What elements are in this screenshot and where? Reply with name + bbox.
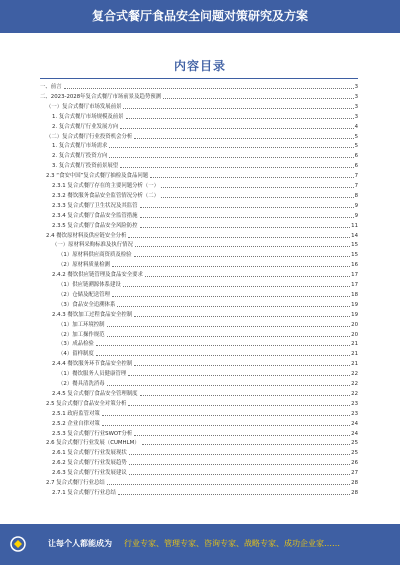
toc-entry-title: 二、2023-2028年复合式餐厅市场前景及趋势预测 bbox=[40, 93, 162, 100]
toc-leader-dots bbox=[128, 404, 350, 406]
toc-leader-dots bbox=[107, 325, 351, 327]
toc-leader-dots bbox=[134, 434, 350, 436]
toc-leader-dots bbox=[129, 463, 350, 465]
toc-entry-page: 6 bbox=[354, 153, 358, 160]
toc-entry[interactable] bbox=[52, 113, 358, 121]
toc-entry[interactable] bbox=[58, 350, 358, 358]
toc-entry-title: 一、前言 bbox=[40, 84, 62, 90]
toc-entry[interactable] bbox=[46, 172, 358, 180]
toc-leader-dots bbox=[150, 176, 353, 178]
footer-roles: 行业专家、管理专家、咨询专家、战略专家、成功企业家…… bbox=[124, 539, 340, 548]
toc-entry-page: 25 bbox=[351, 450, 358, 457]
toc-entry[interactable] bbox=[52, 420, 358, 428]
toc-entry[interactable] bbox=[52, 390, 358, 398]
toc-entry-page: 24 bbox=[351, 420, 358, 427]
toc-entry-page: 18 bbox=[351, 291, 358, 298]
toc-entry-page: 23 bbox=[351, 400, 358, 407]
toc-leader-dots bbox=[134, 364, 350, 366]
toc-entry-title: 2.4 餐饮原材料及供应链安全分析 bbox=[46, 232, 127, 239]
toc-entry[interactable] bbox=[58, 251, 358, 259]
toc-leader-dots bbox=[129, 453, 350, 455]
toc-entry-title: 1. 复合式餐厅市场需求 bbox=[52, 143, 108, 150]
toc-leader-dots bbox=[109, 146, 353, 148]
toc-entry-page: 22 bbox=[351, 371, 358, 378]
toc-entry-page: 26 bbox=[351, 460, 358, 467]
toc-leader-dots bbox=[134, 315, 350, 317]
toc-leader-dots bbox=[128, 236, 350, 238]
toc-entry[interactable] bbox=[58, 301, 358, 309]
toc-leader-dots bbox=[96, 344, 350, 346]
toc-entry-page: 25 bbox=[351, 440, 358, 447]
toc-entry-title: （二）复合式餐厅行业投资机会分析 bbox=[46, 133, 133, 140]
toc-leader-dots bbox=[64, 87, 354, 89]
toc-entry-page: 9 bbox=[354, 212, 358, 219]
toc-entry[interactable] bbox=[46, 439, 358, 447]
toc-entry-title: 2.3 “食安中国”复合式餐厅抽检及食品问题 bbox=[46, 173, 149, 180]
toc-leader-dots bbox=[163, 97, 354, 99]
toc-entry-page: 21 bbox=[351, 361, 358, 368]
toc-divider bbox=[40, 78, 358, 79]
toc-entry-page: 23 bbox=[351, 410, 358, 417]
toc-entry[interactable] bbox=[52, 192, 358, 200]
toc-entry-page: 21 bbox=[351, 341, 358, 348]
toc-entry-page: 19 bbox=[351, 301, 358, 308]
toc-entry-title: 2.4.3 餐饮加工过程食品安全控制 bbox=[52, 311, 133, 318]
toc-entry-title: （1）原材料供应商资质及检验 bbox=[58, 252, 132, 259]
toc-entry-title: 2.7 复合式餐厅行业总结 bbox=[46, 480, 105, 486]
toc-entry[interactable] bbox=[46, 232, 358, 240]
footer-banner bbox=[0, 524, 400, 565]
toc-entry[interactable] bbox=[52, 459, 358, 467]
toc-leader-dots bbox=[161, 186, 353, 188]
toc-leader-dots bbox=[140, 226, 351, 228]
toc-entry-title: 2.6.2 复合式餐厅行业发展趋势 bbox=[52, 460, 127, 467]
toc-entry-title: （2）仓储及配送管理 bbox=[58, 291, 110, 298]
toc-leader-dots bbox=[128, 374, 350, 376]
toc-entry[interactable] bbox=[52, 311, 358, 319]
toc-entry[interactable] bbox=[52, 469, 358, 477]
toc-entry[interactable] bbox=[58, 331, 358, 339]
toc-entry-title: 3. 复合式餐厅投资前景展望 bbox=[52, 163, 119, 170]
toc-entry-page: 11 bbox=[351, 222, 358, 229]
document-title: 复合式餐厅食品安全问题对策研究及方案 bbox=[91, 9, 308, 23]
toc-entry-page: 6 bbox=[354, 163, 358, 170]
toc-entry-page: 5 bbox=[354, 143, 358, 150]
toc-leader-dots bbox=[140, 216, 354, 218]
toc-leader-dots bbox=[140, 394, 351, 396]
toc-entry-page: 7 bbox=[354, 183, 358, 189]
toc-entry-page: 22 bbox=[351, 381, 358, 387]
toc-entry-page: 15 bbox=[351, 242, 358, 249]
toc-entry-title: 2.4.5 复合式餐厅食品安全管理制度 bbox=[52, 390, 138, 397]
toc-entry-title: 2.5.3 复合式餐厅行业SWOT分析 bbox=[52, 430, 133, 437]
toc-leader-dots bbox=[123, 285, 350, 287]
toc-entry-page: 8 bbox=[354, 192, 358, 199]
toc-entry-title: （2）原材料质量检测 bbox=[58, 262, 110, 269]
toc-entry-title: 2.4.2 餐饮供应链管理及食品安全要求 bbox=[52, 272, 143, 279]
toc-leader-dots bbox=[118, 493, 350, 495]
toc-entry[interactable] bbox=[58, 291, 358, 299]
toc-leader-dots bbox=[102, 424, 350, 426]
toc-entry[interactable] bbox=[46, 400, 358, 408]
toc-entry-title: （1）供应链溯源体系建设 bbox=[58, 282, 121, 288]
toc-entry[interactable] bbox=[58, 261, 358, 269]
toc-entry[interactable] bbox=[52, 182, 358, 190]
toc-entry[interactable] bbox=[46, 133, 358, 141]
toc-entry-title: 2.3.1 复合式餐厅存在的主要问题分析（一） bbox=[52, 183, 160, 189]
toc-leader-dots bbox=[134, 255, 351, 257]
toc-entry-title: 2.5.2 企业自律对策 bbox=[52, 420, 100, 427]
toc-leader-dots bbox=[109, 156, 353, 158]
toc-entry[interactable] bbox=[52, 202, 358, 210]
toc-entry-page: 21 bbox=[351, 351, 358, 358]
toc-entry-page: 3 bbox=[354, 113, 358, 120]
toc-entry-title: 2.5 复合式餐厅食品安全对策分析 bbox=[46, 400, 127, 407]
toc-entry-page: 20 bbox=[351, 331, 358, 338]
toc-entry[interactable] bbox=[46, 479, 358, 487]
toc-leader-dots bbox=[134, 137, 353, 139]
toc-entry[interactable] bbox=[52, 123, 358, 131]
toc-entry[interactable] bbox=[52, 449, 358, 457]
toc-leader-dots bbox=[129, 473, 350, 475]
toc-entry[interactable] bbox=[58, 370, 358, 378]
toc-entry-title: 1. 复合式餐厅市场规模及前景 bbox=[52, 113, 124, 120]
toc-entry[interactable] bbox=[46, 103, 358, 111]
toc-entry-title: 2.3.4 复合式餐厅食品安全监管措施 bbox=[52, 212, 138, 219]
toc-entry-page: 3 bbox=[354, 103, 358, 110]
toc-entry[interactable] bbox=[58, 321, 358, 329]
toc-leader-dots bbox=[112, 265, 350, 267]
toc-entry-title: （一）原材料采购标准及执行情况 bbox=[52, 242, 133, 249]
toc-leader-dots bbox=[107, 384, 351, 386]
toc-entry-page: 28 bbox=[351, 480, 358, 486]
toc-entry-page: 22 bbox=[351, 390, 358, 397]
toc-leader-dots bbox=[107, 483, 350, 485]
toc-entry-page: 15 bbox=[351, 252, 358, 259]
toc-leader-dots bbox=[140, 206, 354, 208]
toc-entry[interactable] bbox=[58, 281, 358, 289]
toc-leader-dots bbox=[117, 305, 350, 307]
toc-leader-dots bbox=[107, 335, 351, 337]
toc-leader-dots bbox=[120, 127, 353, 129]
toc-entry-page: 17 bbox=[351, 282, 358, 288]
header-banner bbox=[0, 0, 400, 33]
toc-entry-title: 2.6.1 复合式餐厅行业发展现状 bbox=[52, 450, 127, 457]
toc-entry-page: 24 bbox=[351, 430, 358, 437]
toc-entry-page: 3 bbox=[354, 93, 358, 100]
toc-entry-title: 2.6 复合式餐厅行业发展（CUMHLM） bbox=[46, 440, 140, 447]
toc-entry[interactable] bbox=[52, 152, 358, 160]
toc-leader-dots bbox=[145, 275, 350, 277]
toc-leader-dots bbox=[123, 107, 353, 109]
toc-leader-dots bbox=[135, 245, 350, 247]
toc-leader-dots bbox=[120, 166, 353, 168]
toc-leader-dots bbox=[126, 117, 354, 119]
toc-entry[interactable] bbox=[52, 162, 358, 170]
toc-entry-title: 2. 复合式餐厅投资方向 bbox=[52, 153, 108, 160]
toc-entry[interactable] bbox=[58, 380, 358, 388]
toc-leader-dots bbox=[102, 414, 350, 416]
toc-entry-title: （3）食品安全追溯体系 bbox=[58, 301, 116, 308]
toc-entry[interactable] bbox=[52, 271, 358, 279]
toc-entry-title: （4）留样制度 bbox=[58, 351, 94, 358]
toc-entry-page: 3 bbox=[354, 84, 358, 90]
toc-entry-title: （1）餐饮服务人员健康管理 bbox=[58, 371, 127, 378]
toc-entry-title: 2.3.5 复合式餐厅食品安全风险防控 bbox=[52, 222, 138, 229]
toc-entry[interactable] bbox=[52, 360, 358, 368]
toc-entry-title: 2. 复合式餐厅行业发展方向 bbox=[52, 123, 119, 130]
toc-entry[interactable] bbox=[52, 142, 358, 150]
toc-entry-title: （2）加工操作规范 bbox=[58, 331, 105, 338]
footer-slogan: 让每个人都能成为 bbox=[48, 539, 112, 548]
toc-entry-page: 27 bbox=[351, 470, 358, 477]
toc-entry-title: 2.3.2 餐饮服务食品安全监管情况分析（二） bbox=[52, 192, 160, 199]
toc-heading: 内容目录 bbox=[173, 59, 226, 73]
toc-entry-page: 17 bbox=[351, 272, 358, 279]
toc-entry-page: 5 bbox=[354, 133, 358, 140]
toc-leader-dots bbox=[161, 196, 353, 198]
toc-entry-page: 4 bbox=[354, 123, 358, 130]
toc-entry[interactable] bbox=[52, 489, 358, 497]
toc-entry-title: （3）成品检验 bbox=[58, 341, 94, 348]
toc-entry-title: （2）餐具清洗消毒 bbox=[58, 381, 105, 387]
toc-leader-dots bbox=[142, 443, 350, 445]
toc-entry-page: 9 bbox=[354, 202, 358, 209]
toc-entry-title: 2.5.1 政府监管对策 bbox=[52, 410, 100, 417]
toc-entry[interactable] bbox=[40, 93, 358, 101]
toc-entry-page: 7 bbox=[354, 173, 358, 180]
toc-leader-dots bbox=[96, 354, 350, 356]
toc-entry[interactable] bbox=[52, 212, 358, 220]
toc-leader-dots bbox=[112, 295, 350, 297]
brand-logo bbox=[8, 534, 36, 554]
toc-entry[interactable] bbox=[52, 410, 358, 418]
toc-entry-title: 2.7.1 复合式餐厅行业总结 bbox=[52, 489, 116, 496]
toc-entry[interactable] bbox=[52, 222, 358, 230]
toc-entry-page: 19 bbox=[351, 311, 358, 318]
toc-entry[interactable] bbox=[40, 83, 358, 91]
toc-entry-page: 14 bbox=[351, 232, 358, 239]
toc-entry-title: （1）加工环境控制 bbox=[58, 321, 105, 328]
toc-entry-page: 20 bbox=[351, 321, 358, 328]
toc-entry[interactable] bbox=[52, 430, 358, 438]
toc-entry[interactable] bbox=[58, 340, 358, 348]
toc-entry-title: 2.3.3 复合式餐厅卫生状况及其监管 bbox=[52, 202, 138, 209]
toc-entry-page: 16 bbox=[351, 262, 358, 269]
toc-entry-title: 2.6.3 复合式餐厅行业发展建议 bbox=[52, 470, 127, 477]
toc-entry[interactable] bbox=[52, 241, 358, 249]
toc-entry-title: （一）复合式餐厅市场发展前景 bbox=[46, 103, 122, 110]
toc-entry-title: 2.4.4 餐饮服务环节食品安全控制 bbox=[52, 361, 133, 368]
toc-entry-page: 28 bbox=[351, 489, 358, 496]
